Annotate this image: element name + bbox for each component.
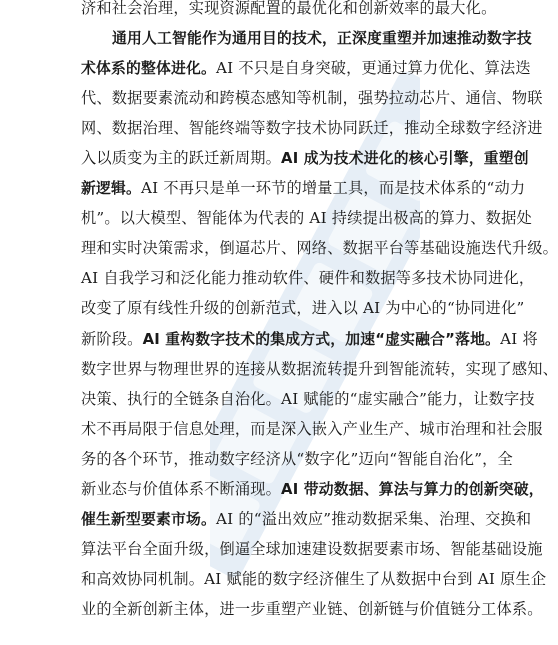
bold-phrase: AI 重构数字技术的集成方式，加速“虚实融合”落地。: [142, 330, 501, 348]
bold-phrase: 催生新型要素市场。: [81, 510, 216, 528]
bold-phrase: 术体系的整体进化。: [81, 60, 216, 78]
text-line: [81, 444, 513, 474]
text-line: [81, 414, 543, 444]
text-line: [81, 384, 535, 414]
text-run: 算法平台全面升级，倒逼全球加速建设数据要素市场、智能基础设施: [81, 539, 543, 558]
text-run: 改变了原有线性升级的创新范式，进入以 AI 为中心的“协同进化”: [81, 299, 525, 318]
text-run: 和高效协同机制。AI 赋能的数字经济催生了从数据中台到 AI 原生企: [81, 569, 547, 588]
text-run: 新阶段。: [81, 329, 143, 348]
bold-phrase: 通用人工智能作为通用目的技术，正深度重塑并加速推动数字技: [112, 30, 532, 48]
text-line: [81, 173, 526, 203]
text-run: 入以质变为主的跃迁新周期。: [81, 149, 282, 168]
text-run: AI 的“溢出效应”推动数据采集、治理、交换和: [215, 509, 532, 528]
text-line: [81, 324, 538, 354]
text-line: [81, 594, 543, 624]
text-line: [81, 233, 558, 263]
bold-phrase: AI 带动数据、算法与算力的创新突破，: [281, 480, 544, 498]
text-line: [81, 293, 525, 323]
text-run: AI 将: [500, 329, 538, 348]
text-run: 新业态与价值体系不断涌现。: [81, 479, 282, 498]
text-line: [81, 534, 543, 564]
text-line: [81, 143, 529, 173]
text-line: [81, 564, 547, 594]
text-run: AI 不只是自身突破，更通过算力优化、算法迭: [215, 59, 531, 78]
text-run: 机”。以大模型、智能体为代表的 AI 持续提出极高的算力、数据处: [81, 209, 532, 228]
text-run: 理和实时决策需求，倒逼芯片、网络、数据平台等基础设施迭代升级。: [81, 239, 558, 258]
text-line: [81, 504, 532, 534]
bold-phrase: AI 成为技术进化的核心引擎，重塑创: [281, 150, 529, 168]
text-run: 代、数据要素流动和跨模态感知等机制，强势拉动芯片、通信、物联: [81, 89, 543, 108]
text-line: [81, 263, 535, 293]
text-line: [81, 354, 558, 384]
text-run: 术不再局限于信息处理，而是深入嵌入产业生产、城市治理和社会服: [81, 419, 543, 438]
text-line: [81, 23, 532, 53]
text-run: 济和社会治理，实现资源配置的最优化和创新效率的最大化。: [81, 0, 497, 17]
text-run: 业的全新创新主体，进一步重塑产业链、创新链与价值链分工体系。: [81, 599, 543, 618]
text-line: [81, 0, 499, 23]
text-line: [81, 113, 543, 143]
text-run: AI 不再只是单一环节的增量工具，而是技术体系的“动力: [141, 179, 526, 198]
text-run: AI 自我学习和泛化能力推动软件、硬件和数据等多技术协同进化，: [81, 269, 535, 288]
text-run: 网、数据治理、智能终端等数字技术协同跃迁，推动全球数字经济进: [81, 119, 543, 138]
body-text: [81, 0, 558, 624]
text-run: 数字世界与物理世界的连接从数据流转提升到智能流转，实现了感知、: [81, 359, 558, 378]
text-run: 决策、执行的全链条自治化。AI 赋能的“虚实融合”能力，让数字技: [81, 389, 535, 408]
text-line: [81, 53, 531, 83]
text-line: [81, 83, 543, 113]
text-line: [81, 203, 532, 233]
bold-phrase: 新逻辑。: [81, 180, 141, 198]
text-run: 务的各个环节，推动数字经济从“数字化”迈向“智能自治化”，全: [81, 449, 513, 468]
text-line: [81, 474, 544, 504]
